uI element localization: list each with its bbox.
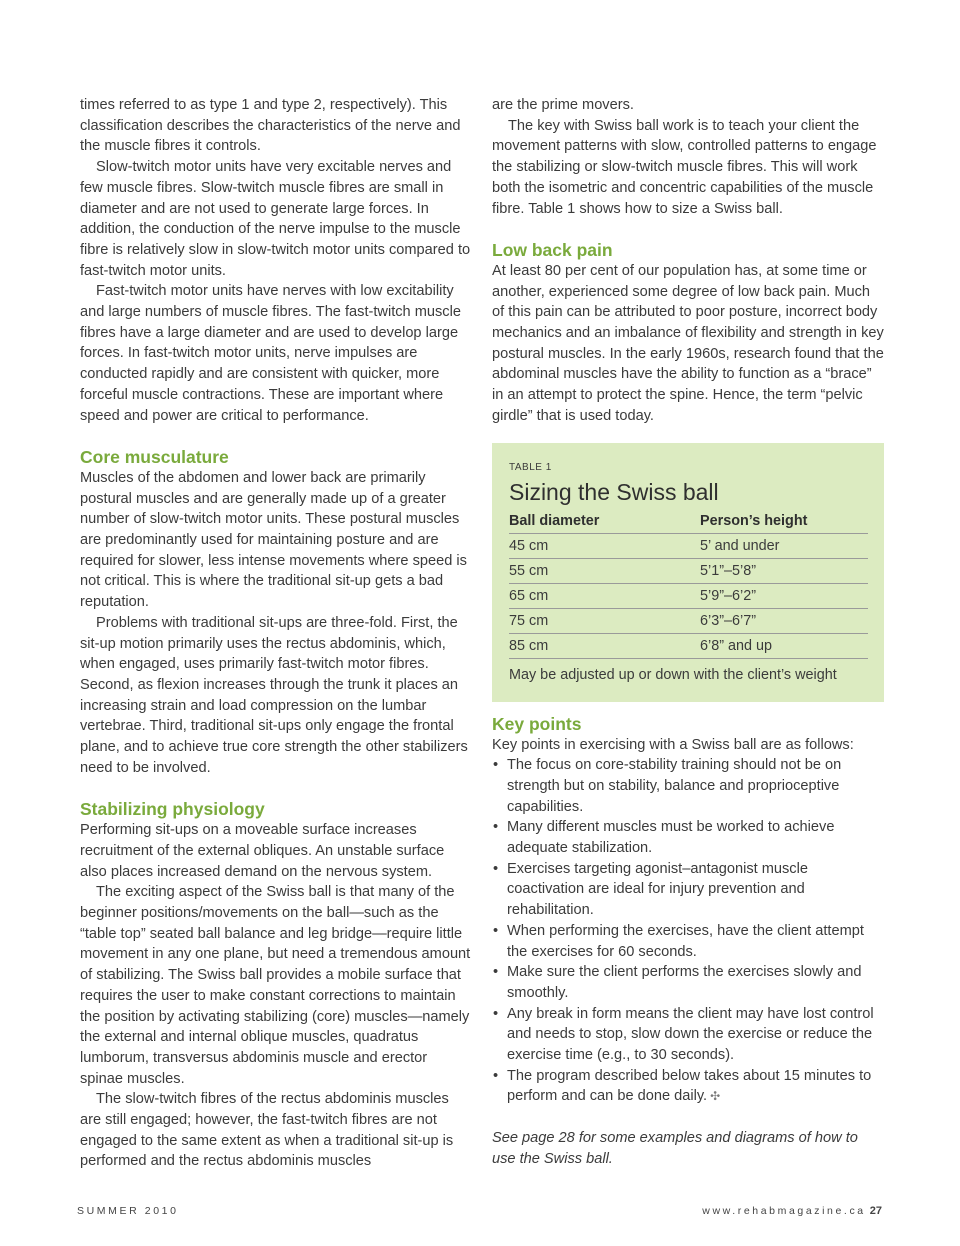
table-cell: 55 cm <box>509 562 549 579</box>
section-heading-core-musculature: Core musculature <box>80 446 229 467</box>
table-cell: 65 cm <box>509 587 549 604</box>
section-heading-key-points: Key points <box>492 713 582 734</box>
footer-right <box>702 1205 882 1217</box>
body-paragraph: Muscles of the abdomen and lower back are primarily postural muscles and are generally made up of a greater number of slow-twitch motor units. These postural muscles are predominantly used for maintaining posture and are required for slower, less intense movements where speed is not critical. This is where the traditional sit-up gets a bad reputation. <box>80 469 467 611</box>
section-heading-stabilizing-physiology: Stabilizing physiology <box>80 799 265 820</box>
table-cell: 5’9”–6’2” <box>700 587 756 604</box>
page-number: 27 <box>869 1205 882 1217</box>
end-of-article-icon: ✣ <box>710 1089 721 1104</box>
footer-issue: SUMMER 2010 <box>77 1205 179 1217</box>
body-paragraph: Key points in exercising with a Swiss ball are as follows: <box>492 736 854 753</box>
table-cell: 5’ and under <box>700 537 780 554</box>
list-item: • Make sure the client performs the exercises slowly and smoothly. <box>493 964 862 1001</box>
table-cell: 6’3”–6’7” <box>700 612 756 629</box>
body-paragraph: are the prime movers. <box>492 97 634 113</box>
right-column <box>492 95 884 1169</box>
body-paragraph: The exciting aspect of the Swiss ball is that many of the beginner positions/movements on the ball—such as the “table top” seated ball balance and leg bridge—require little movement in any one plane, but need a tremendous amount of stabilizing. The Swiss ball provides a mobile surface that requires the user to make constant corrections to maintain the position by activating stabilizing (core) muscles—namely the external and internal oblique muscles, quadratus lumborum, transversus abdominis muscle and erector spinae muscles. <box>80 884 471 1087</box>
section-heading-low-back-pain: Low back pain <box>492 239 613 260</box>
closing-note: See page 28 for some examples and diagrams of how to use the Swiss ball. <box>492 1129 858 1167</box>
table-header-row <box>509 509 868 534</box>
table-row <box>509 609 868 634</box>
left-column <box>80 95 472 1172</box>
body-paragraph: times referred to as type 1 and type 2, respectively). This classification describes the characteristics of the nerve and the muscle fibres it controls. <box>80 97 461 155</box>
table-row <box>509 534 868 559</box>
table-cell: 6’8” and up <box>700 637 773 654</box>
list-item: • The program described below takes about 15 minutes to perform and can be done daily. ✣ <box>492 1066 884 1107</box>
list-item: • Any break in form means the client may have lost control and needs to stop, slow down the exercise or reduce the exercise time (e.g., to 30 seconds). <box>493 1005 874 1064</box>
swiss-ball-sizing-table <box>492 443 884 702</box>
footer-website: www.rehabmagazine.ca <box>702 1205 866 1217</box>
table-row <box>509 584 868 609</box>
table-label: TABLE 1 <box>509 461 552 473</box>
list-item: • Many different muscles must be worked to achieve adequate stabilization. <box>493 819 835 857</box>
body-paragraph: The slow-twitch fibres of the rectus abdominis muscles are still engaged; however, the fast-twitch fibres are not engaged to the same extent as when a traditional sit-up is performed and the rectus abdominis muscles <box>80 1091 454 1170</box>
list-item: • When performing the exercises, have the client attempt the exercises for 60 seconds. <box>493 922 864 960</box>
table-row <box>509 634 868 659</box>
body-paragraph: Slow-twitch motor units have very excitable nerves and few muscle fibres. Slow-twitch muscle fibres are small in diameter and are not used to generate large forces. In addition, the conduction of the nerve impulse to the muscle fibre is relatively slow in slow-twitch motor units compared to fast-twitch motor units. <box>80 159 471 279</box>
table-note: May be adjusted up or down with the client’s weight <box>509 666 837 683</box>
table-row <box>509 559 868 584</box>
table-cell: 45 cm <box>509 537 549 554</box>
body-paragraph: Fast-twitch motor units have nerves with low excitability and large numbers of muscle fibres. The fast-twitch muscle fibres have a large diameter and are used to develop large forces. In fast-twitch motor units, nerve impulses are conducted rapidly and are consistent with quicker, more forceful muscle contractions. These are important where speed and power are critical to performance. <box>80 283 461 424</box>
list-item: • Exercises targeting agonist–antagonist muscle coactivation are ideal for injury prevention and rehabilitation. <box>493 860 808 919</box>
table-cell: 75 cm <box>509 612 549 629</box>
table-title: Sizing the Swiss ball <box>509 478 719 505</box>
body-paragraph: Performing sit-ups on a moveable surface increases recruitment of the external obliques. An unstable surface also places increased demand on the nervous system. <box>80 822 445 880</box>
table-header-cell: Ball diameter <box>509 512 600 529</box>
body-paragraph: The key with Swiss ball work is to teach your client the movement patterns with slow, controlled patterns to engage the stabilizing or slow-twitch muscle fibres. This will work both the isometric and concentric capabilities of the muscle fibre. Table 1 shows how to size a Swiss ball. <box>492 117 877 217</box>
table-cell: 85 cm <box>509 637 549 654</box>
key-points-list <box>492 755 884 1107</box>
body-paragraph: Problems with traditional sit-ups are three-fold. First, the sit-up motion primarily uses the rectus abdominis, which, when engaged, uses primarily fast-twitch motor fibres. Second, as flexion increases through the trunk it places an increasing strain and load compression on the lumbar vertebrae. Third, traditional sit-ups only engage the frontal plane, and to achieve true core strength the other stabilizers need to be involved. <box>80 614 468 776</box>
table-header-cell: Person’s height <box>700 512 808 529</box>
table-cell: 5’1”–5’8” <box>700 562 756 579</box>
body-paragraph: At least 80 per cent of our population has, at some time or another, experienced some degree of low back pain. Much of this pain can be attributed to poor posture, incorrect body mechanics and an imbalance of flexibility and strength in key postural muscles. In the early 1960s, research found that the abdominal muscles have the ability to function as a “brace” in an attempt to protect the spine. Hence, the term “pelvic girdle” that is used today. <box>492 262 884 424</box>
list-item: • The focus on core-stability training should not be on strength but on stability, balance and proprioceptive capabilities. <box>493 757 842 815</box>
